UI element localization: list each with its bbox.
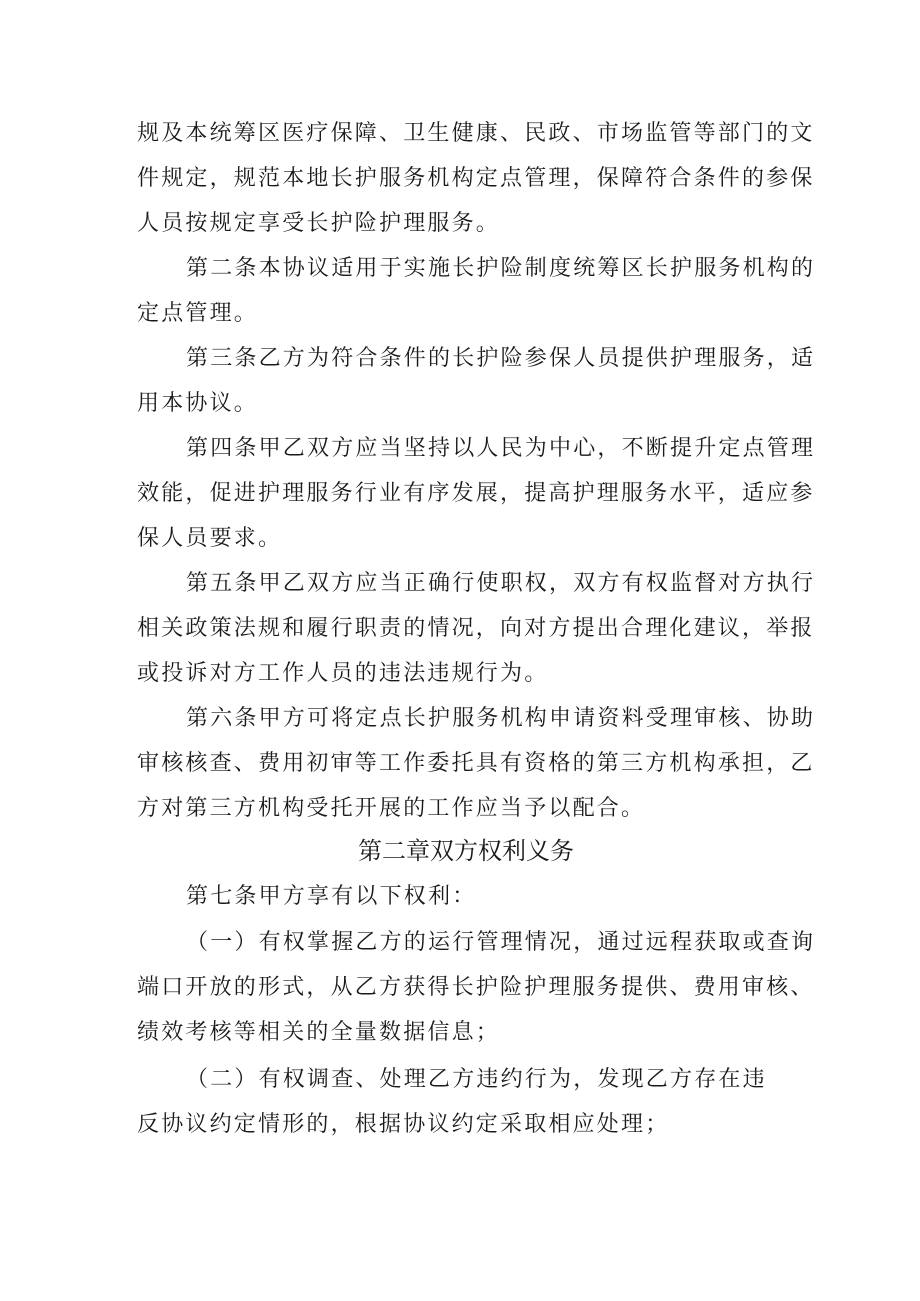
chapter-heading: 第二章双方权利义务 xyxy=(358,837,574,865)
paragraph-line: 效能，促进护理服务行业有序发展，提高护理服务水平，适应参 xyxy=(137,481,815,506)
article-6-line: 第六条甲方可将定点长护服务机构申请资料受理审核、协助 xyxy=(186,706,816,731)
paragraph-line: 人员按规定享受长护险护理服务。 xyxy=(137,211,501,236)
paragraph-line: 端口开放的形式，从乙方获得长护险护理服务提供、费用审核、 xyxy=(137,975,815,1000)
article-3-line: 第三条乙方为符合条件的长护险参保人员提供护理服务，适 xyxy=(186,346,816,371)
article-4-line: 第四条甲乙双方应当坚持以人民为中心，不断提升定点管理 xyxy=(186,436,816,461)
article-7-line: 第七条甲方享有以下权利： xyxy=(186,884,477,909)
paragraph-line: 用本协议。 xyxy=(137,391,259,416)
paragraph-line: 规及本统筹区医疗保障、卫生健康、民政、市场监管等部门的文 xyxy=(137,121,815,146)
paragraph-line: 或投诉对方工作人员的违法违规行为。 xyxy=(137,661,549,686)
paragraph-line: 件规定，规范本地长护服务机构定点管理，保障符合条件的参保 xyxy=(137,166,815,191)
list-item-2-line: （二）有权调查、处理乙方违约行为，发现乙方存在违 xyxy=(186,1067,767,1092)
article-2-line: 第二条本协议适用于实施长护险制度统筹区长护服务机构的 xyxy=(186,256,816,281)
paragraph-line: 相关政策法规和履行职责的情况，向对方提出合理化建议，举报 xyxy=(137,616,815,641)
paragraph-line: 绩效考核等相关的全量数据信息； xyxy=(137,1020,501,1045)
paragraph-line: 方对第三方机构受托开展的工作应当予以配合。 xyxy=(137,796,646,821)
paragraph-line: 保人员要求。 xyxy=(137,526,283,551)
list-item-1-line: （一）有权掌握乙方的运行管理情况，通过远程获取或查询 xyxy=(186,930,816,955)
paragraph-line: 定点管理。 xyxy=(137,301,259,326)
paragraph-line: 反协议约定情形的，根据协议约定采取相应处理； xyxy=(137,1112,670,1137)
paragraph-line: 审核核查、费用初审等工作委托具有资格的第三方机构承担，乙 xyxy=(137,751,815,776)
article-5-line: 第五条甲乙双方应当正确行使职权，双方有权监督对方执行 xyxy=(186,571,816,596)
